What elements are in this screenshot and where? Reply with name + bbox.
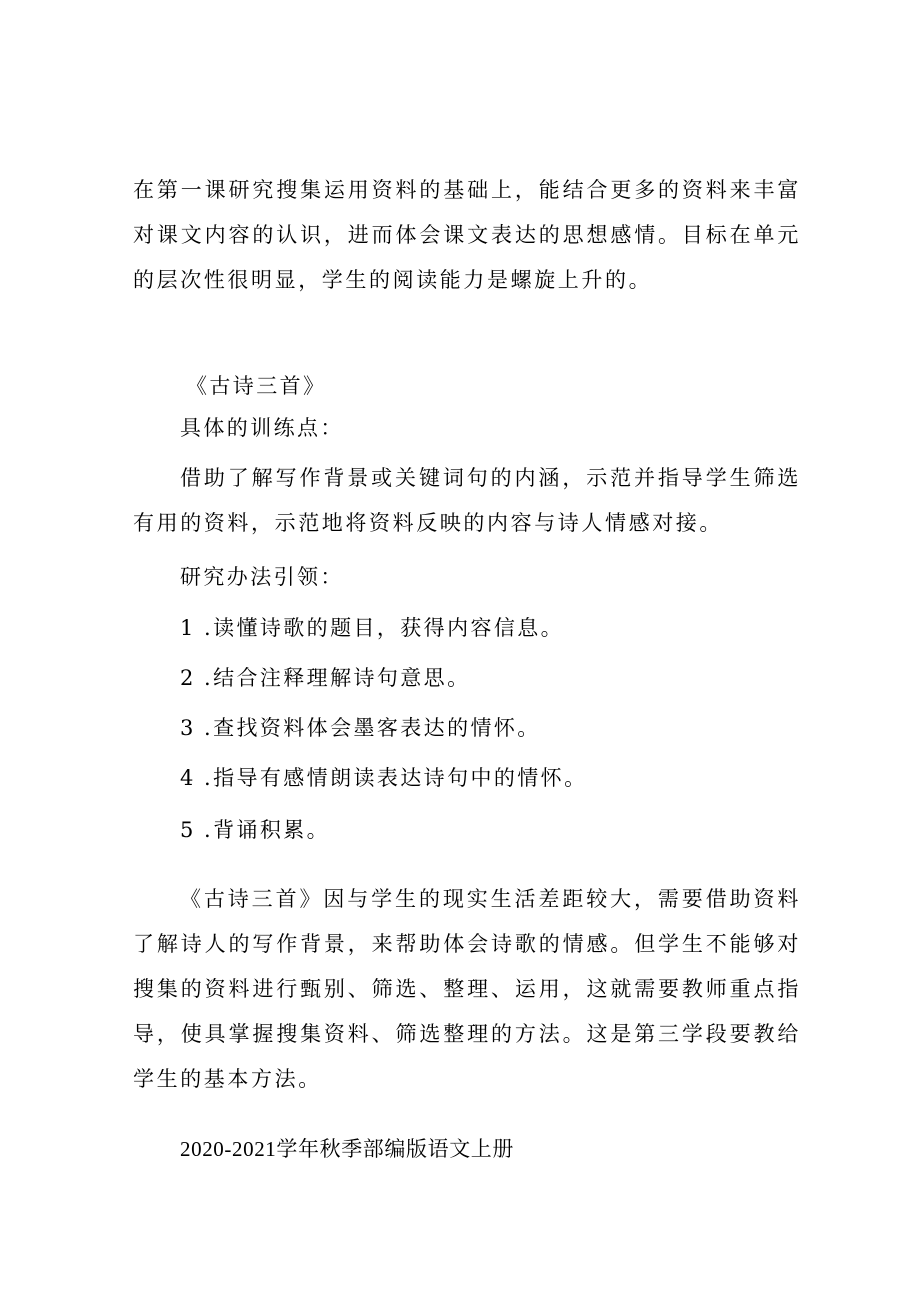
analysis-paragraph: 《古诗三首》因与学生的现实生活差距较大，需要借助资料了解诗人的写作背景，来帮助体会诗歌的情感。但学生不能够对搜集的资料进行甄别、筛选、整理、运用，这就需要教师重点指导，使具掌握搜集资料、筛选整理的方法。这是第三学段要教给学生的基本方法。	[133, 887, 801, 1091]
step-number: 3	[180, 716, 196, 740]
step-number: 5	[180, 818, 196, 842]
method-heading: 研究办法引领：	[180, 565, 344, 589]
method-step	[180, 815, 330, 845]
step-text: .结合注释理解诗句意思。	[204, 666, 471, 690]
method-step	[180, 663, 470, 693]
step-text: .指导有感情朗读表达诗句中的情怀。	[204, 766, 588, 790]
step-number: 1	[180, 616, 196, 640]
method-step	[180, 763, 587, 793]
method-step	[180, 613, 564, 643]
step-number: 2	[180, 666, 196, 690]
step-number: 4	[180, 766, 196, 790]
footer-text: 2020-2021学年秋季部编版语文上册	[180, 1137, 514, 1161]
poem-title: 《古诗三首》	[186, 374, 327, 398]
step-text: .背诵积累。	[204, 818, 331, 842]
step-text: .读懂诗歌的题目，获得内容信息。	[204, 616, 565, 640]
training-heading: 具体的训练点：	[180, 416, 344, 440]
intro-paragraph: 在第一课研究搜集运用资料的基础上，能结合更多的资料来丰富对课文内容的认识，进而体会课文表达的思想感情。目标在单元的层次性很明显，学生的阅读能力是螺旋上升的。	[133, 178, 801, 292]
method-step	[180, 713, 541, 743]
step-text: .查找资料体会墨客表达的情怀。	[204, 716, 541, 740]
training-text: 借助了解写作背景或关键词句的内涵，示范并指导学生筛选有用的资料，示范地将资料反映的内容与诗人情感对接。	[133, 466, 801, 535]
